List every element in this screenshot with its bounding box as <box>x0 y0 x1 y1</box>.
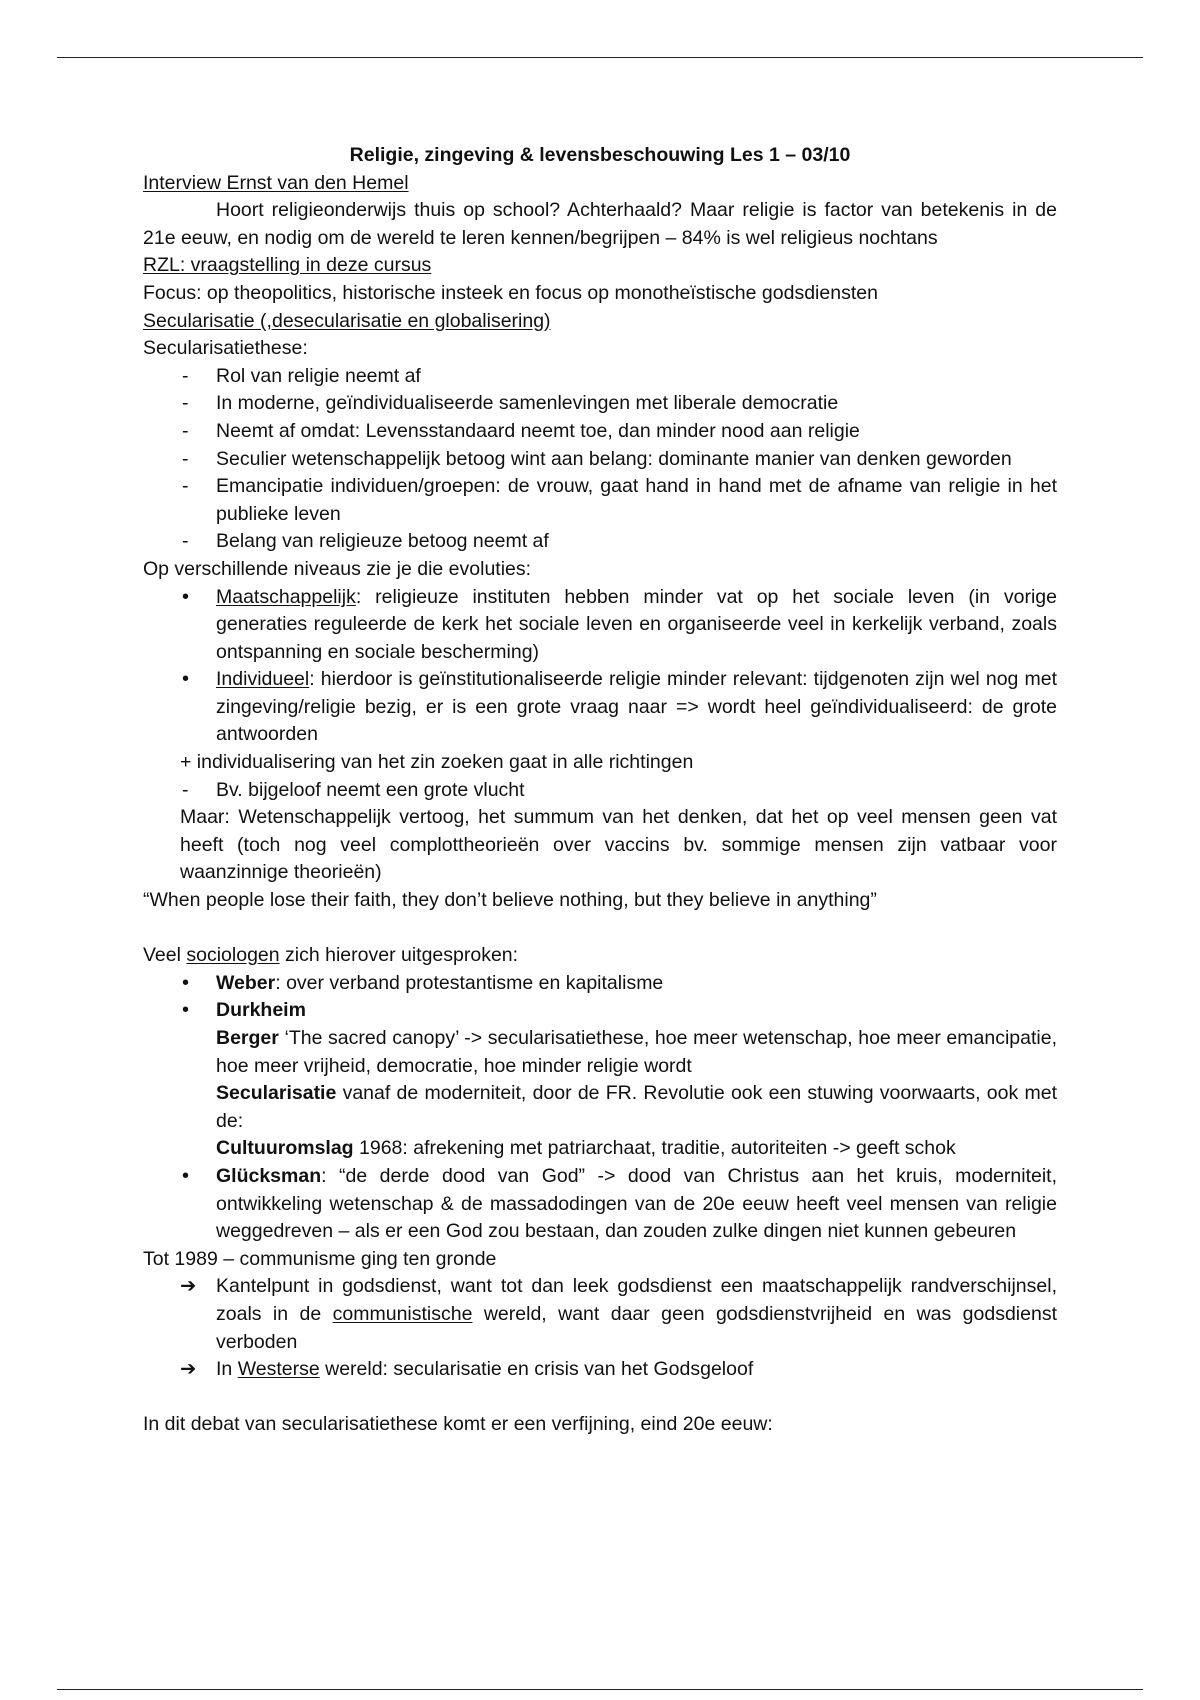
list-item: - Emancipatie individuen/groepen: de vrouw, gaat hand in hand met de afname van religie in het publieke leven <box>182 475 1057 525</box>
list-item: - Rol van religie neemt af <box>182 364 421 387</box>
quote-line: “When people lose their faith, they don’t believe nothing, but they believe in anything” <box>143 889 877 912</box>
maar-paragraph: Maar: Wetenschappelijk vertoog, het summum van het denken, dat het op veel mensen geen vat heeft (toch nog veel complottheorieën over vaccins bv. sommige mensen zijn vatbaar voor waanzinnige theorieën) <box>180 806 1057 884</box>
intro-paragraph: Hoort religieonderwijs thuis op school? Achterhaald? Maar religie is factor van betekenis in de 21e eeuw, en nodig om de wereld te leren kennen/begrijpen – 84% is wel religieus nochtans <box>143 199 1057 249</box>
list-item: - Seculier wetenschappelijk betoog wint aan belang: dominante manier van denken geworden <box>182 447 1012 470</box>
durkheim-item: • Durkheim Berger ‘The sacred canopy’ -> secularisatiethese, hoe meer wetenschap, hoe meer emancipatie, hoe meer vrijheid, democratie, hoe minder religie wordt Secularisatie vanaf de moderniteit, door de FR. Revolutie ook een stuwing voorwaarts, ook met de: Cultuuromslag 1968: afrekening met patriarchaat, traditie, autoriteiten -> geeft schok <box>182 999 1057 1160</box>
niveau-maatschappelijk: • Maatschappelijk: religieuze instituten hebben minder vat op het sociale leven (in vorige generaties reguleerde de kerk het sociale leven en organiseerde veel in kerkelijk verband, zoals ontspanning en sociale bescherming) <box>182 585 1057 663</box>
page-title: Religie, zingeving & levensbeschouwing Les 1 – 03/10 <box>349 144 851 166</box>
bijgeloof-item: - Bv. bijgeloof neemt een grote vlucht <box>182 778 525 801</box>
list-item: - In moderne, geïndividualiseerde samenlevingen met liberale democratie <box>182 392 839 415</box>
header-rule <box>57 57 1143 58</box>
glucksman-item: • Glücksman: “de derde dood van God” -> dood van Christus aan het kruis, moderniteit, ontwikkeling wetenschap & de massadodingen van de 20e eeuw heeft veel mensen van religie weggedreven – als er een God zou bestaan, dan zouden zulke dingen niet kunnen gebeuren <box>182 1164 1057 1243</box>
spacer <box>143 915 1057 943</box>
niveau-individueel: • Individueel: hierdoor is geïnstitutionaliseerde religie minder relevant: tijdgenoten zijn wel nog met zingeving/religie bezig, er is een grote vraag naar => wordt heel geïndividualiseerd: de grote antwoorden <box>182 668 1057 746</box>
these-list <box>143 363 1057 556</box>
sociologen-line: Veel sociologen zich hierover uitgesproken: <box>143 944 519 967</box>
debat-line: In dit debat van secularisatiethese komt er een verfijning, eind 20e eeuw: <box>143 1413 773 1436</box>
weber-item: • Weber: over verband protestantisme en kapitalisme <box>182 971 664 994</box>
footer-rule <box>57 1689 1143 1690</box>
document-page <box>143 142 1057 1439</box>
plus-line: + individualisering van het zin zoeken gaat in alle richtingen <box>180 751 694 774</box>
kantelpunt-item: ➔ Kantelpunt in godsdienst, want tot dan leek godsdienst een maatschappelijk randverschijnsel, zoals in de communistische wereld, want daar geen godsdienstvrijheid en was godsdienst verboden <box>180 1275 1057 1353</box>
tot-1989-line: Tot 1989 – communisme ging ten gronde <box>143 1247 497 1270</box>
interview-heading: Interview Ernst van den Hemel <box>143 171 409 194</box>
these-label: Secularisatiethese: <box>143 337 308 360</box>
secularisatie-heading: Secularisatie (,desecularisatie en globalisering) <box>143 309 551 332</box>
rzl-heading: RZL: vraagstelling in deze cursus <box>143 254 432 277</box>
niveaus-label: Op verschillende niveaus zie je die evoluties: <box>143 557 532 580</box>
list-item: - Neemt af omdat: Levensstandaard neemt toe, dan minder nood aan religie <box>182 419 860 442</box>
westerse-item: ➔ In Westerse wereld: secularisatie en crisis van het Godsgeloof <box>180 1358 754 1381</box>
focus-line: Focus: op theopolitics, historische insteek en focus op monotheïstische godsdiensten <box>143 281 878 304</box>
list-item: - Belang van religieuze betoog neemt af <box>182 530 549 553</box>
spacer <box>143 1384 1057 1412</box>
